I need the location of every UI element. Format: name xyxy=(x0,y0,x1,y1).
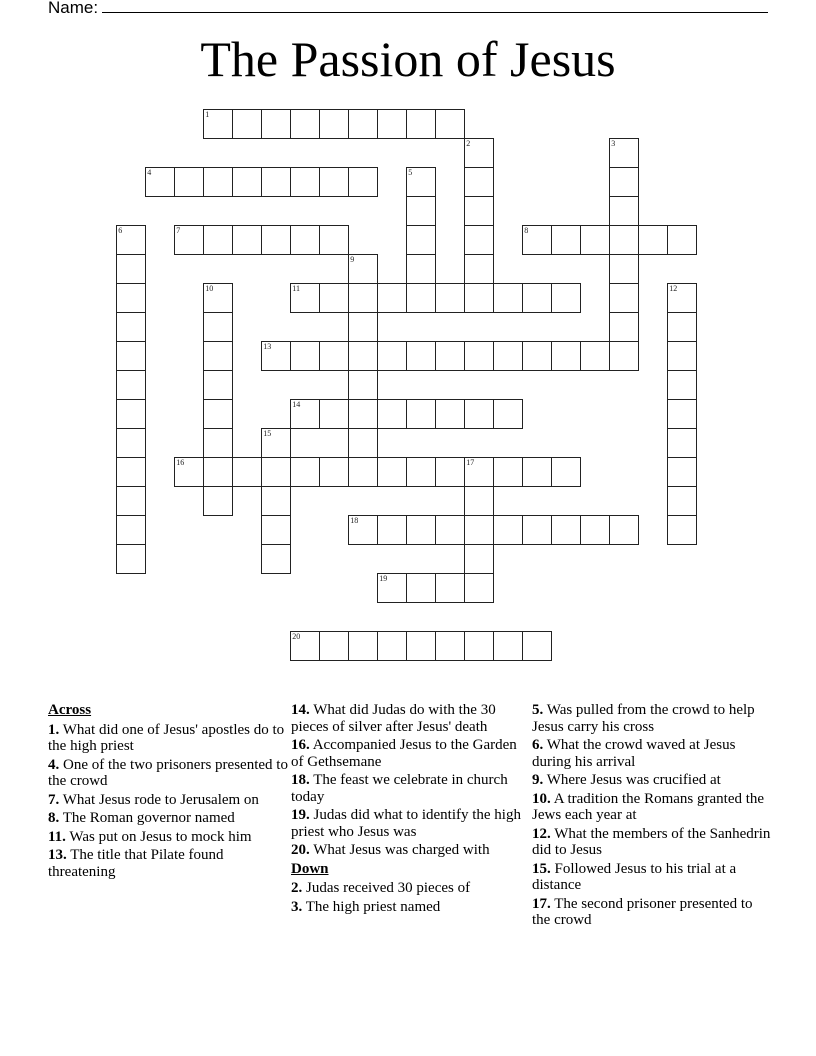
grid-cell[interactable] xyxy=(406,515,436,545)
grid-cell[interactable] xyxy=(203,370,233,400)
grid-cell[interactable] xyxy=(116,254,146,284)
clue-across-11: 11. Was put on Jesus to mock him xyxy=(48,828,252,845)
grid-cell[interactable] xyxy=(261,544,291,574)
grid-cell[interactable] xyxy=(203,312,233,342)
grid-cell[interactable] xyxy=(377,283,407,313)
grid-cell[interactable] xyxy=(377,399,407,429)
grid-cell[interactable] xyxy=(464,573,494,603)
grid-cell[interactable] xyxy=(348,312,378,342)
clue-across-14: 14. What did Judas do with the 30 pieces of silver after Jesus' death xyxy=(291,702,496,735)
clue-down-12: 12. What the members of the Sanhedrin did to Jesus xyxy=(532,825,771,858)
clue-down-9: 9. Where Jesus was crucified at xyxy=(532,772,721,788)
grid-cell[interactable] xyxy=(319,399,349,429)
grid-cell[interactable] xyxy=(261,167,291,197)
grid-cell[interactable] xyxy=(522,341,552,371)
grid-cell[interactable] xyxy=(435,283,465,313)
grid-cell[interactable] xyxy=(609,515,639,545)
clue-across-1: 1. What did one of Jesus' apostles do to the high priest xyxy=(48,721,285,754)
grid-cell[interactable] xyxy=(667,486,697,516)
grid-cell[interactable] xyxy=(551,283,581,313)
grid-cell[interactable] xyxy=(290,109,320,139)
grid-cell[interactable] xyxy=(290,457,320,487)
clue-number: 14 xyxy=(292,400,301,410)
grid-cell[interactable] xyxy=(377,457,407,487)
grid-cell[interactable] xyxy=(522,283,552,313)
grid-cell[interactable] xyxy=(116,341,146,371)
grid-cell[interactable] xyxy=(551,457,581,487)
grid-cell[interactable] xyxy=(580,515,610,545)
clues-column-1 xyxy=(48,702,288,882)
grid-cell[interactable] xyxy=(464,167,494,197)
grid-cell[interactable] xyxy=(348,370,378,400)
grid-cell[interactable] xyxy=(464,544,494,574)
crossword-grid xyxy=(117,110,717,670)
clue-number: 10 xyxy=(205,284,214,294)
grid-cell[interactable] xyxy=(261,457,291,487)
grid-cell[interactable] xyxy=(464,254,494,284)
grid-cell[interactable] xyxy=(406,167,436,197)
grid-cell[interactable] xyxy=(232,109,262,139)
grid-cell[interactable] xyxy=(348,341,378,371)
grid-cell[interactable] xyxy=(319,167,349,197)
clue-down-6: 6. What the crowd waved at Jesus during his arrival xyxy=(532,737,736,770)
grid-cell[interactable] xyxy=(493,399,523,429)
grid-cell[interactable] xyxy=(232,225,262,255)
grid-cell[interactable] xyxy=(609,225,639,255)
grid-cell[interactable] xyxy=(116,312,146,342)
grid-cell[interactable] xyxy=(435,631,465,661)
grid-cell[interactable] xyxy=(377,109,407,139)
down-heading: Down xyxy=(291,860,329,877)
grid-cell[interactable] xyxy=(464,631,494,661)
grid-cell[interactable] xyxy=(348,167,378,197)
grid-cell[interactable] xyxy=(609,167,639,197)
grid-cell[interactable] xyxy=(203,486,233,516)
grid-cell[interactable] xyxy=(406,196,436,226)
grid-cell[interactable] xyxy=(203,167,233,197)
grid-cell[interactable] xyxy=(377,341,407,371)
grid-cell[interactable] xyxy=(261,225,291,255)
clue-number: 1 xyxy=(205,110,210,120)
grid-cell[interactable] xyxy=(116,515,146,545)
grid-cell[interactable] xyxy=(348,109,378,139)
clue-down-15: 15. Followed Jesus to his trial at a distance xyxy=(532,860,737,893)
grid-cell[interactable] xyxy=(406,283,436,313)
grid-cell[interactable] xyxy=(290,167,320,197)
grid-cell[interactable] xyxy=(464,399,494,429)
clue-number: 9 xyxy=(350,255,355,265)
grid-cell[interactable] xyxy=(406,399,436,429)
grid-cell[interactable] xyxy=(406,254,436,284)
clue-number: 12 xyxy=(669,284,678,294)
clue-down-17: 17. The second prisoner presented to the crowd xyxy=(532,895,753,928)
grid-cell[interactable] xyxy=(609,283,639,313)
grid-cell[interactable] xyxy=(174,225,204,255)
clue-number: 20 xyxy=(292,632,301,642)
grid-cell[interactable] xyxy=(667,312,697,342)
grid-cell[interactable] xyxy=(464,138,494,168)
grid-cell[interactable] xyxy=(116,399,146,429)
grid-cell[interactable] xyxy=(261,428,291,458)
grid-cell[interactable] xyxy=(377,573,407,603)
grid-cell[interactable] xyxy=(232,167,262,197)
grid-cell[interactable] xyxy=(174,457,204,487)
clue-number: 13 xyxy=(263,342,272,352)
grid-cell[interactable] xyxy=(348,254,378,284)
grid-cell[interactable] xyxy=(319,457,349,487)
grid-cell[interactable] xyxy=(609,196,639,226)
grid-cell[interactable] xyxy=(319,341,349,371)
clue-number: 6 xyxy=(118,226,123,236)
grid-cell[interactable] xyxy=(609,341,639,371)
grid-cell[interactable] xyxy=(551,515,581,545)
clue-down-2: 2. Judas received 30 pieces of xyxy=(291,880,471,896)
clue-across-20: 20. What Jesus was charged with xyxy=(291,842,490,858)
grid-cell[interactable] xyxy=(551,225,581,255)
grid-cell[interactable] xyxy=(609,312,639,342)
grid-cell[interactable] xyxy=(319,109,349,139)
grid-cell[interactable] xyxy=(638,225,668,255)
clue-number: 4 xyxy=(147,168,152,178)
grid-cell[interactable] xyxy=(522,631,552,661)
grid-cell[interactable] xyxy=(116,544,146,574)
grid-cell[interactable] xyxy=(203,109,233,139)
grid-cell[interactable] xyxy=(464,341,494,371)
grid-cell[interactable] xyxy=(261,341,291,371)
clue-across-18: 18. The feast we celebrate in church today xyxy=(291,772,508,805)
clue-number: 19 xyxy=(379,574,388,584)
across-heading: Across xyxy=(48,702,92,718)
grid-cell[interactable] xyxy=(203,341,233,371)
grid-cell[interactable] xyxy=(203,457,233,487)
clue-number: 11 xyxy=(292,284,300,294)
grid-cell[interactable] xyxy=(464,196,494,226)
grid-cell[interactable] xyxy=(435,341,465,371)
clue-down-3: 3. The high priest named xyxy=(291,898,441,915)
grid-cell[interactable] xyxy=(290,341,320,371)
grid-cell[interactable] xyxy=(522,457,552,487)
clue-across-7: 7. What Jesus rode to Jerusalem on xyxy=(48,791,259,808)
grid-cell[interactable] xyxy=(667,341,697,371)
clues-column-2 xyxy=(291,702,531,917)
grid-cell[interactable] xyxy=(493,341,523,371)
grid-cell[interactable] xyxy=(493,631,523,661)
grid-cell[interactable] xyxy=(522,515,552,545)
grid-cell[interactable] xyxy=(290,399,320,429)
clue-number: 7 xyxy=(176,226,181,236)
clue-number: 15 xyxy=(263,429,272,439)
clue-across-13: 13. The title that Pilate found threatening xyxy=(48,847,224,880)
grid-cell[interactable] xyxy=(319,631,349,661)
grid-cell[interactable] xyxy=(406,457,436,487)
clue-down-5: 5. Was pulled from the crowd to help Jesus carry his cross xyxy=(532,702,755,735)
grid-cell[interactable] xyxy=(667,515,697,545)
grid-cell[interactable] xyxy=(551,341,581,371)
clue-number: 16 xyxy=(176,458,185,468)
grid-cell[interactable] xyxy=(290,225,320,255)
grid-cell[interactable] xyxy=(464,283,494,313)
grid-cell[interactable] xyxy=(116,283,146,313)
grid-cell[interactable] xyxy=(348,631,378,661)
grid-cell[interactable] xyxy=(406,341,436,371)
grid-cell[interactable] xyxy=(377,515,407,545)
grid-cell[interactable] xyxy=(464,486,494,516)
grid-cell[interactable] xyxy=(406,225,436,255)
grid-cell[interactable] xyxy=(435,399,465,429)
grid-cell[interactable] xyxy=(406,109,436,139)
grid-cell[interactable] xyxy=(116,370,146,400)
clue-across-19: 19. Judas did what to identify the high priest who Jesus was xyxy=(291,807,521,840)
grid-cell[interactable] xyxy=(580,341,610,371)
grid-cell[interactable] xyxy=(667,370,697,400)
grid-cell[interactable] xyxy=(232,457,262,487)
grid-cell[interactable] xyxy=(667,225,697,255)
grid-cell[interactable] xyxy=(203,225,233,255)
clue-number: 5 xyxy=(408,168,413,178)
grid-cell[interactable] xyxy=(377,631,407,661)
grid-cell[interactable] xyxy=(406,573,436,603)
grid-cell[interactable] xyxy=(348,515,378,545)
grid-cell[interactable] xyxy=(116,225,146,255)
grid-cell[interactable] xyxy=(319,283,349,313)
grid-cell[interactable] xyxy=(145,167,175,197)
grid-cell[interactable] xyxy=(290,631,320,661)
grid-cell[interactable] xyxy=(261,109,291,139)
grid-cell[interactable] xyxy=(435,573,465,603)
grid-cell[interactable] xyxy=(522,225,552,255)
grid-cell[interactable] xyxy=(464,225,494,255)
clue-down-10: 10. A tradition the Romans granted the Jews each year at xyxy=(532,790,765,823)
clue-across-16: 16. Accompanied Jesus to the Garden of Gethsemane xyxy=(291,737,517,770)
grid-cell[interactable] xyxy=(319,225,349,255)
clue-number: 2 xyxy=(466,139,471,149)
grid-cell[interactable] xyxy=(261,515,291,545)
clue-number: 8 xyxy=(524,226,529,236)
grid-cell[interactable] xyxy=(348,283,378,313)
grid-cell[interactable] xyxy=(667,399,697,429)
grid-cell[interactable] xyxy=(435,515,465,545)
grid-cell[interactable] xyxy=(493,457,523,487)
grid-cell[interactable] xyxy=(203,428,233,458)
grid-cell[interactable] xyxy=(464,457,494,487)
grid-cell[interactable] xyxy=(435,457,465,487)
grid-cell[interactable] xyxy=(348,457,378,487)
grid-cell[interactable] xyxy=(464,515,494,545)
grid-cell[interactable] xyxy=(609,254,639,284)
grid-cell[interactable] xyxy=(116,457,146,487)
grid-cell[interactable] xyxy=(290,283,320,313)
grid-cell[interactable] xyxy=(348,399,378,429)
grid-cell[interactable] xyxy=(493,283,523,313)
grid-cell[interactable] xyxy=(609,138,639,168)
grid-cell[interactable] xyxy=(667,457,697,487)
name-field[interactable] xyxy=(48,0,768,18)
grid-cell[interactable] xyxy=(580,225,610,255)
grid-cell[interactable] xyxy=(203,283,233,313)
grid-cell[interactable] xyxy=(203,399,233,429)
page-title: The Passion of Jesus xyxy=(200,31,616,87)
clue-number: 3 xyxy=(611,139,616,149)
grid-cell[interactable] xyxy=(493,515,523,545)
clue-across-8: 8. The Roman governor named xyxy=(48,810,235,826)
clue-number: 18 xyxy=(350,516,359,526)
grid-cell[interactable] xyxy=(174,167,204,197)
name-label: Name: xyxy=(48,0,99,17)
clue-number: 17 xyxy=(466,458,475,468)
grid-cell[interactable] xyxy=(261,486,291,516)
name-blank-line[interactable] xyxy=(102,0,768,13)
grid-cell[interactable] xyxy=(348,428,378,458)
grid-cell[interactable] xyxy=(406,631,436,661)
grid-cell[interactable] xyxy=(116,428,146,458)
grid-cell[interactable] xyxy=(667,283,697,313)
grid-cell[interactable] xyxy=(116,486,146,516)
clue-across-4: 4. One of the two prisoners presented to the crowd xyxy=(48,756,288,789)
grid-cell[interactable] xyxy=(435,109,465,139)
grid-cell[interactable] xyxy=(667,428,697,458)
clues-column-3 xyxy=(532,702,772,931)
